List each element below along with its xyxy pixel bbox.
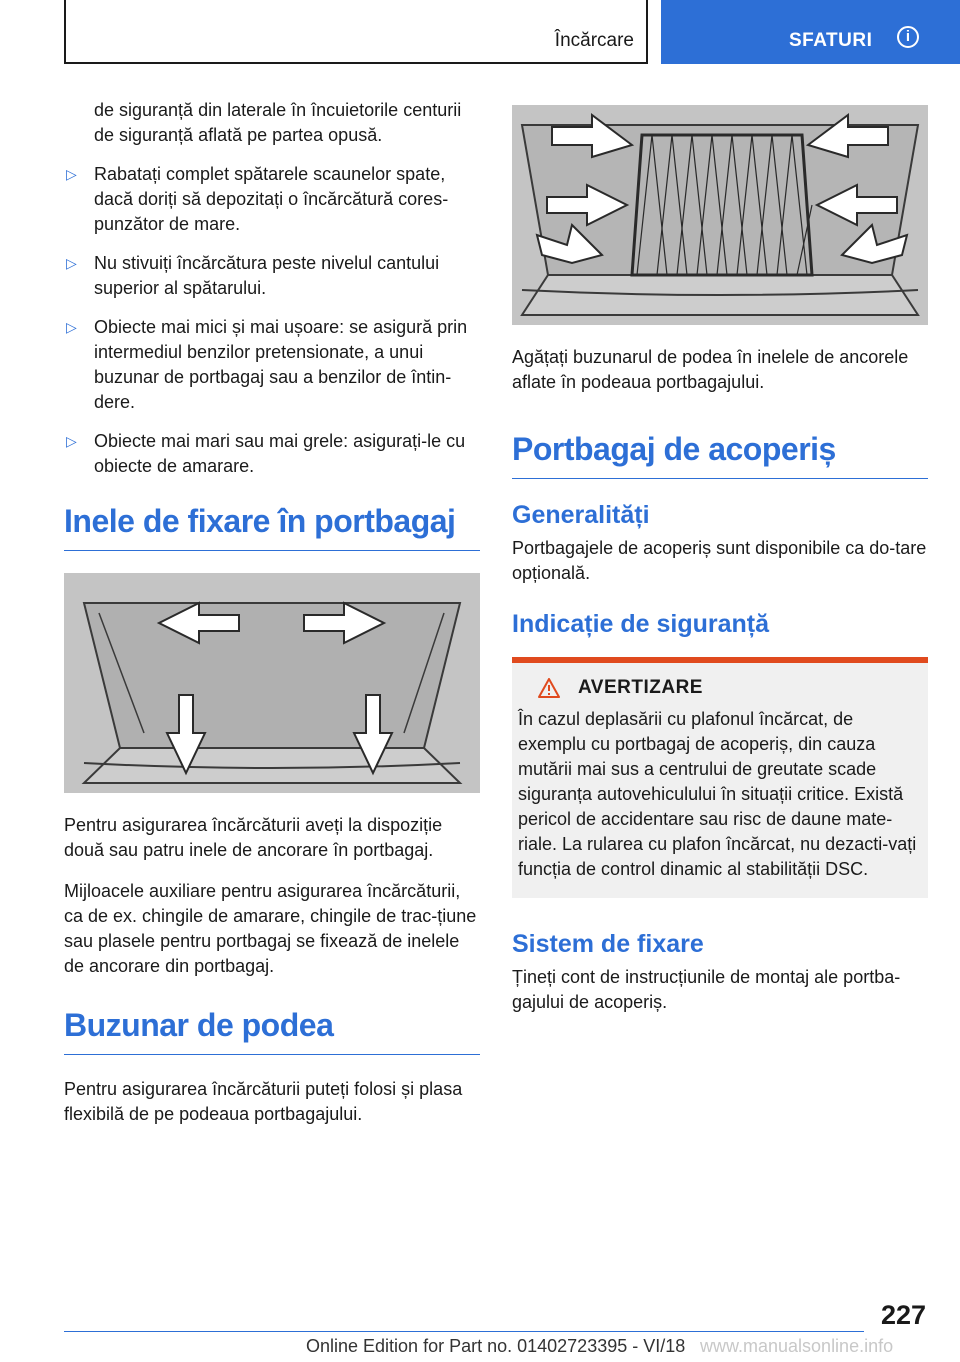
heading-fixing-system: Sistem de fixare (512, 930, 704, 958)
bullet-triangle-icon: ▷ (66, 319, 77, 335)
bullet-triangle-icon: ▷ (66, 166, 77, 182)
warning-triangle-icon (538, 678, 560, 698)
header-tips-tab[interactable] (661, 0, 960, 64)
footer-edition: Online Edition for Part no. 01402723395 - VI/18 (306, 1336, 686, 1356)
right-column (512, 105, 928, 1031)
rings-paragraph-1: Pentru asigurarea încărcăturii aveți la dispoziție două sau patru inele de ancorare în portbagaj. (64, 815, 443, 860)
warning-box (512, 657, 928, 898)
bullet-triangle-icon: ▷ (66, 433, 77, 449)
heading-general: Generalități (512, 501, 650, 529)
floor-net-illustration (512, 105, 928, 325)
heading-safety-note: Indicație de siguranță (512, 610, 770, 638)
footer-watermark: www.manualsonline.info (700, 1336, 894, 1356)
net-caption: Agățați buzunarul de podea în inelele de ancorele aflate în podeaua portbagajului. (512, 347, 909, 392)
page-number: 227 (880, 1300, 926, 1330)
tips-tab-label: SFATURI (789, 30, 873, 51)
heading-roof-rack: Portbagaj de acoperiș (512, 431, 928, 479)
list-item: ▷ Nu stivuiți încărcătura peste nivelul cantului superior al spătarului. (66, 253, 440, 298)
header-section-title: Încărcare (554, 30, 634, 51)
bullet-list (64, 162, 480, 479)
list-item: ▷ Obiecte mai mari sau mai grele: asigurați-le cu obiecte de amarare. (66, 431, 466, 476)
header-section-box (64, 0, 648, 64)
heading-floor-pocket: Buzunar de podea (64, 1007, 480, 1055)
rings-paragraph-2: Mijloacele auxiliare pentru asigurarea încărcăturii, ca de ex. chingile de amarare, chingile de trac-țiune sau plasele pentru portbagaj se fixează de inelele de ancorare din portbagaj. (64, 881, 477, 976)
list-item: ▷ Obiecte mai mici și mai ușoare: se asigură prin intermediul benzilor pretensionate, a unui buzunar de portbagaj sau a benzilor de întin-dere. (66, 317, 468, 412)
general-paragraph: Portbagajele de acoperiș sunt disponibile ca do-tare opțională. (512, 538, 927, 583)
pocket-paragraph: Pentru asigurarea încărcăturii puteți folosi și plasa flexibilă de pe podeaua portbagajului. (64, 1079, 463, 1124)
warning-title: AVERTIZARE (578, 677, 703, 698)
warning-text: În cazul deplasării cu plafonul încărcat, de exemplu cu portbagaj de acoperiș, din cauza mutării mai sus a centrului de greutate scade siguranța autovehiculului în situații critice. Există pericol de accidentare sau risc de daune mate-riale. La rularea cu plafon încărcat, nu dezacti-vați funcția de control dinamic al stabilității DSC. (518, 709, 917, 879)
trunk-rings-illustration (64, 573, 480, 793)
fixing-paragraph: Țineți cont de instrucțiunile de montaj ale portba-gajului de acoperiș. (512, 967, 901, 1012)
continued-bullet-text: de siguranță din laterale în încuietorile centurii de siguranță aflată pe partea opusă. (94, 100, 462, 145)
footer-divider (64, 1331, 864, 1332)
heading-tie-down-rings: Inele de fixare în portbagaj (64, 503, 480, 551)
left-column (64, 98, 480, 1143)
bullet-triangle-icon: ▷ (66, 255, 77, 271)
list-item: ▷ Rabatați complet spătarele scaunelor spate, dacă doriți să depozitați o încărcătură cores-punzător de mare. (66, 164, 449, 234)
info-circle-icon: i (897, 26, 919, 48)
